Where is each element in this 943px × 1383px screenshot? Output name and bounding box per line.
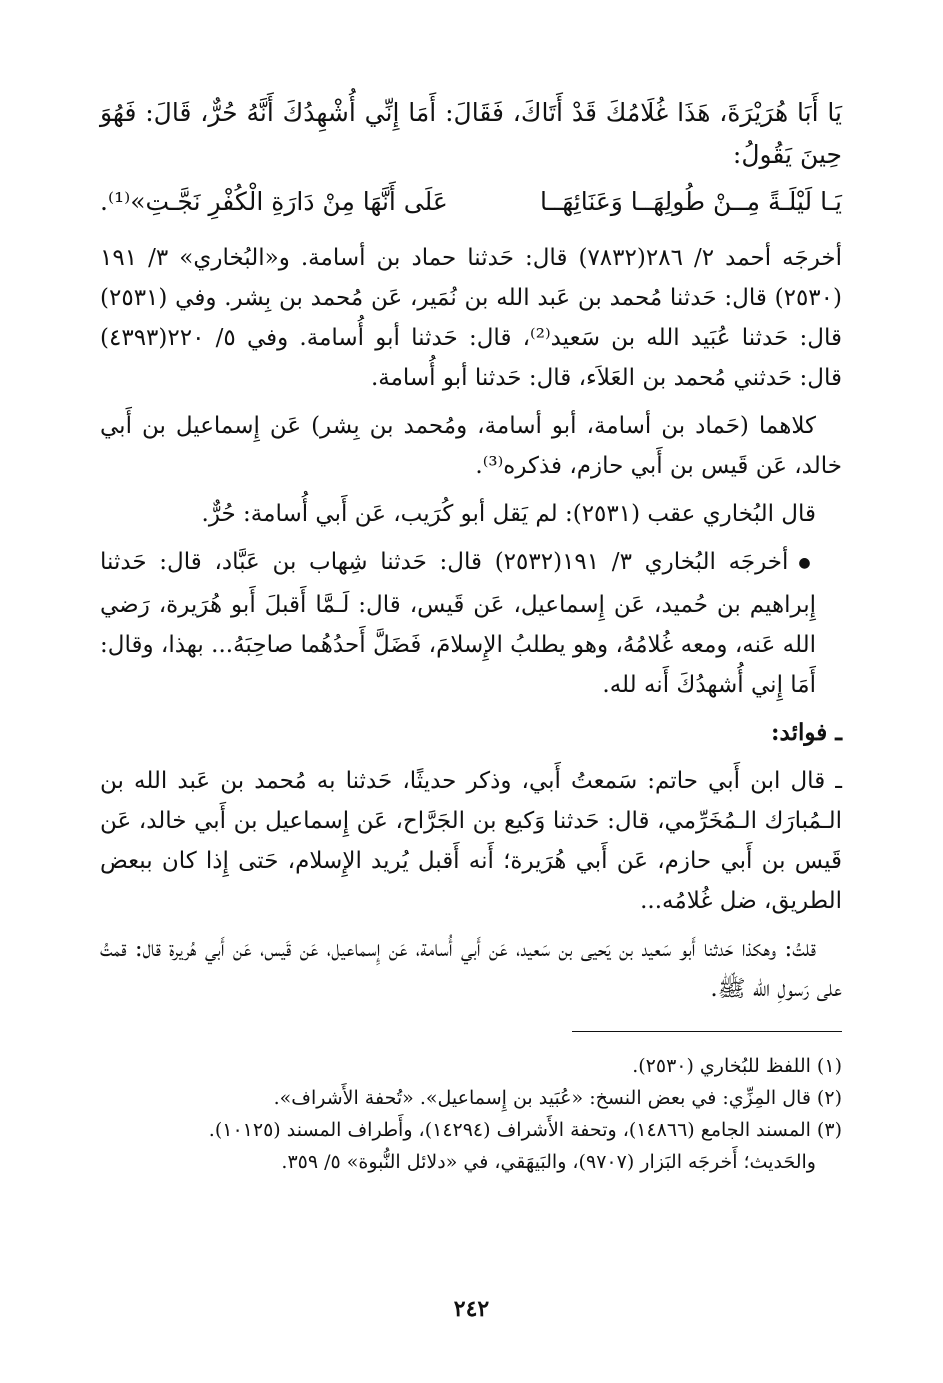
paragraph-takhrij: أخرجَه أحمد ٢/ ٢٨٦(٧٨٣٢) قال: حَدثنا حماد بن أسامة. و«البُخاري» ٣/ ١٩١ (٢٥٣٠) قال: حَدثنا مُحمد بن عَبد الله بن نُمَير، عَن مُحمد بن بِشر. وفي (٢٥٣١) قال: حَدثنا عُبَيد الله بن سَعيد⁽²⁾، قال: حَدثنا أبو أُسامة. وفي ٥/ ٢٢٠(٤٣٩٣) قال: حَدثني مُحمد بن العَلاَء، قال: حَدثنا أبو أُسامة. xyxy=(100,245,843,391)
footnote-continuation: والحَديث؛ أَخرجَه البَزار (٩٧٠٧)، والبَيهَقي، في «دلائل النُّبوة» ٥/ ٣٥٩. xyxy=(281,1151,816,1173)
benefits-paragraph: قلتُ: وهكذا حَدثنا أَبو سَعيد بن يَحيى بن سَعيد، عَن أَبي أُسامة، عَن إِسماعيل، عَن قَيس، عَن أَبي هُريرة قال: قمتُ على رَسولِ الله ﷺ. xyxy=(100,936,842,1002)
verse-second-hemistich: عَلَى أَنَّهَا مِنْ دَارَةِ الْكُفْرِ نَجَّـتِ»⁽¹⁾. xyxy=(100,187,448,216)
paragraph-bukhari-note: قال البُخاري عقب (٢٥٣١): لم يَقل أبو كُرَيب، عَن أَبي أُسامة: حُرٌّ. xyxy=(201,501,816,527)
benefits-paragraph: ـ قال ابن أَبي حاتم: سَمعتُ أَبي، وذكر حديثًا، حَدثنا به مُحمد بن عَبد الله بن الـمُبارَك الـمُخَرِّمي، قال: حَدثنا وَكيع بن الجَرَّاح، عَن إِسماعيل بن أَبي خالد، عَن قَيس بن أَبي حازم، عَن أَبي هُرَيرة؛ أَنه أَقبل يُريد الإِسلام، حَتى إِذا كان ببعض الطريق، ضل غُلامُه... xyxy=(100,768,842,914)
poem-verse xyxy=(100,180,842,224)
verse-first-hemistich: يَـا لَيْلَـةً مِــنْ طُولِهَــا وَعَنَائِهَــا xyxy=(539,187,842,216)
footnote: (٢) قال المِزِّي: في بعض النسخ: «عُبَيد بن إِسماعيل». «تُحفة الأَشراف». xyxy=(273,1087,842,1109)
footnote: (٣) المسند الجامع (١٤٨٦٦)، وتحفة الأَشراف (١٤٢٩٤)، وأَطراف المسند (١٠١٢٥). xyxy=(208,1119,842,1141)
bullet-icon: ● xyxy=(798,555,816,571)
footnote-divider xyxy=(572,1031,842,1032)
bullet-paragraph-text: أخرجَه البُخاري ٣/ ١٩١(٢٥٣٢) قال: حَدثنا شِهاب بن عَبَّاد، قال: حَدثنا إِبراهيم بن حُميد، عَن إِسماعيل، عَن قَيس، قال: لَـمَّا أَقبلَ أَبو هُرَيرة، رَضي الله عَنه، ومعه غُلامُهُ، وهو يطلبُ الإِسلامَ، فَضَلَّ أَحدُهُما صاحِبَهُ... بهذا، وقال: أَمَا إِني أُشهدُكَ أَنه لله. xyxy=(100,549,816,698)
intro-text: يَا أَبَا هُرَيْرَةَ، هَذَا غُلَامُكَ قَدْ أَتَاكَ، فَقَالَ: أَمَا إِنِّي أُشْهِدُكَ أَنَّهُ حُرٌّ، قَالَ: فَهُوَ حِينَ يَقُولُ: xyxy=(100,98,842,169)
bullet-paragraph xyxy=(100,542,842,705)
page-number: ٢٤٢ xyxy=(453,1296,490,1322)
benefits-heading: ـ فوائد: xyxy=(771,719,842,746)
page-body xyxy=(100,92,842,1178)
footnote: (١) اللفظ للبُخاري (٢٥٣٠). xyxy=(632,1055,842,1077)
paragraph-both-narrators: كلاهما (حَماد بن أسامة، أبو أسامة، ومُحمد بن بِشر) عَن إِسماعيل بن أَبي خالد، عَن قَيس بن أَبي حازم، فذكره⁽³⁾. xyxy=(100,413,842,479)
